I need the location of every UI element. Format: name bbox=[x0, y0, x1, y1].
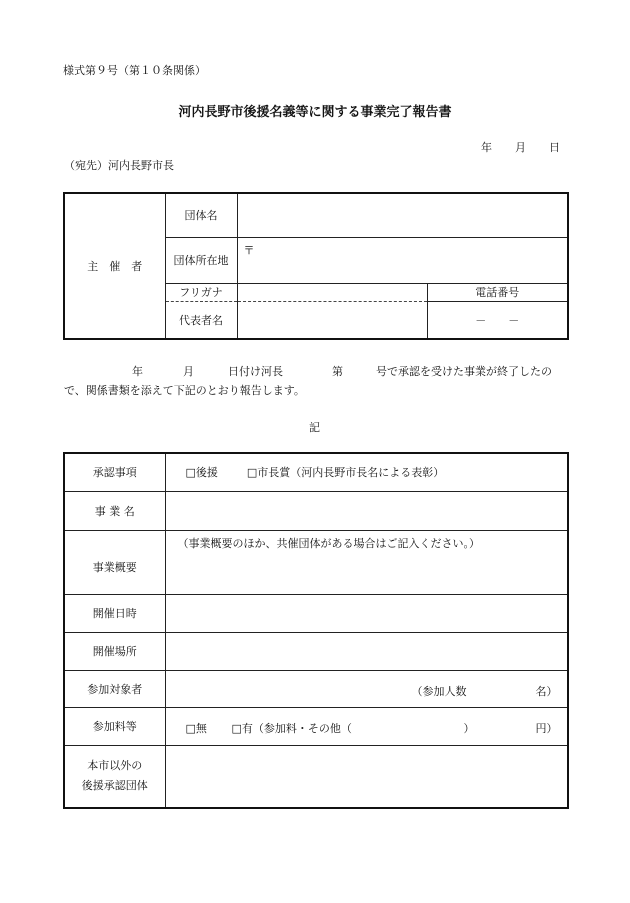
body-year: 年 bbox=[132, 365, 143, 378]
body-line2: で、関係書類を添えて下記のとおり報告します。 bbox=[64, 384, 305, 397]
form-number: 様式第９号（第１０条関係） bbox=[63, 64, 206, 77]
body-date-suffix: 日付け河長 bbox=[228, 365, 283, 378]
addressee: （宛先）河内長野市長 bbox=[64, 159, 174, 172]
ki-label: 記 bbox=[309, 421, 320, 434]
postal-mark: 〒 bbox=[243, 243, 255, 257]
other-orgs-label-line2: 後援承認団体 bbox=[81, 779, 148, 793]
rep-name-label: 代表者名 bbox=[165, 301, 237, 339]
org-name-field[interactable] bbox=[237, 193, 568, 237]
page-title: 河内長野市後援名義等に関する事業完了報告書 bbox=[178, 105, 452, 120]
furigana-label: フリガナ bbox=[165, 283, 237, 301]
target-field[interactable] bbox=[165, 670, 568, 707]
fee-label: 参加料等 bbox=[64, 707, 165, 745]
summary-field[interactable] bbox=[165, 530, 568, 594]
fee-close-paren: ） bbox=[463, 721, 475, 735]
summary-note: （事業概要のほか、共催団体がある場合はご記入ください。） bbox=[177, 536, 480, 550]
other-orgs-label-line1: 本市以外の bbox=[87, 759, 143, 773]
address-field[interactable] bbox=[237, 237, 568, 283]
organizer-section-label: 主 催 者 bbox=[64, 193, 165, 339]
participants-suffix: 名） bbox=[535, 684, 558, 698]
date-year-label: 年 bbox=[481, 141, 492, 154]
fee-none-checkbox[interactable]: □無 bbox=[185, 721, 207, 735]
event-place-label: 開催場所 bbox=[64, 632, 165, 670]
rep-name-field[interactable] bbox=[237, 301, 427, 339]
date-month-label: 月 bbox=[515, 141, 526, 154]
furigana-field[interactable] bbox=[237, 283, 427, 301]
other-orgs-field[interactable] bbox=[165, 745, 568, 808]
approval-label: 承認事項 bbox=[64, 453, 165, 491]
approval-options bbox=[165, 453, 568, 491]
summary-label: 事業概要 bbox=[64, 530, 165, 594]
fee-field bbox=[165, 707, 568, 745]
fee-unit: 円） bbox=[535, 721, 558, 735]
phone-label: 電話番号 bbox=[427, 283, 568, 301]
approval-mayor-award-checkbox[interactable]: □市長賞（河内長野市長名による表彰） bbox=[246, 466, 445, 480]
body-rest-line1: 号で承認を受けた事業が終了したの bbox=[376, 365, 552, 378]
body-month: 月 bbox=[183, 365, 194, 378]
other-orgs-label bbox=[64, 745, 165, 808]
report-table bbox=[63, 452, 569, 809]
project-name-field[interactable] bbox=[165, 491, 568, 530]
phone-dashes: － － bbox=[475, 313, 520, 327]
participants-prefix: （参加人数 bbox=[411, 684, 467, 698]
address-label: 団体所在地 bbox=[165, 237, 237, 283]
event-place-field[interactable] bbox=[165, 632, 568, 670]
phone-field[interactable] bbox=[427, 301, 568, 339]
project-name-label: 事 業 名 bbox=[64, 491, 165, 530]
org-name-label: 団体名 bbox=[165, 193, 237, 237]
body-dai: 第 bbox=[332, 365, 343, 378]
fee-yes-checkbox[interactable]: □有（参加料・その他（ bbox=[231, 721, 352, 735]
organizer-table bbox=[63, 192, 569, 340]
event-date-label: 開催日時 bbox=[64, 594, 165, 632]
target-label: 参加対象者 bbox=[64, 670, 165, 707]
date-day-label: 日 bbox=[549, 141, 560, 154]
event-date-field[interactable] bbox=[165, 594, 568, 632]
approval-support-checkbox[interactable]: □後援 bbox=[185, 466, 218, 480]
